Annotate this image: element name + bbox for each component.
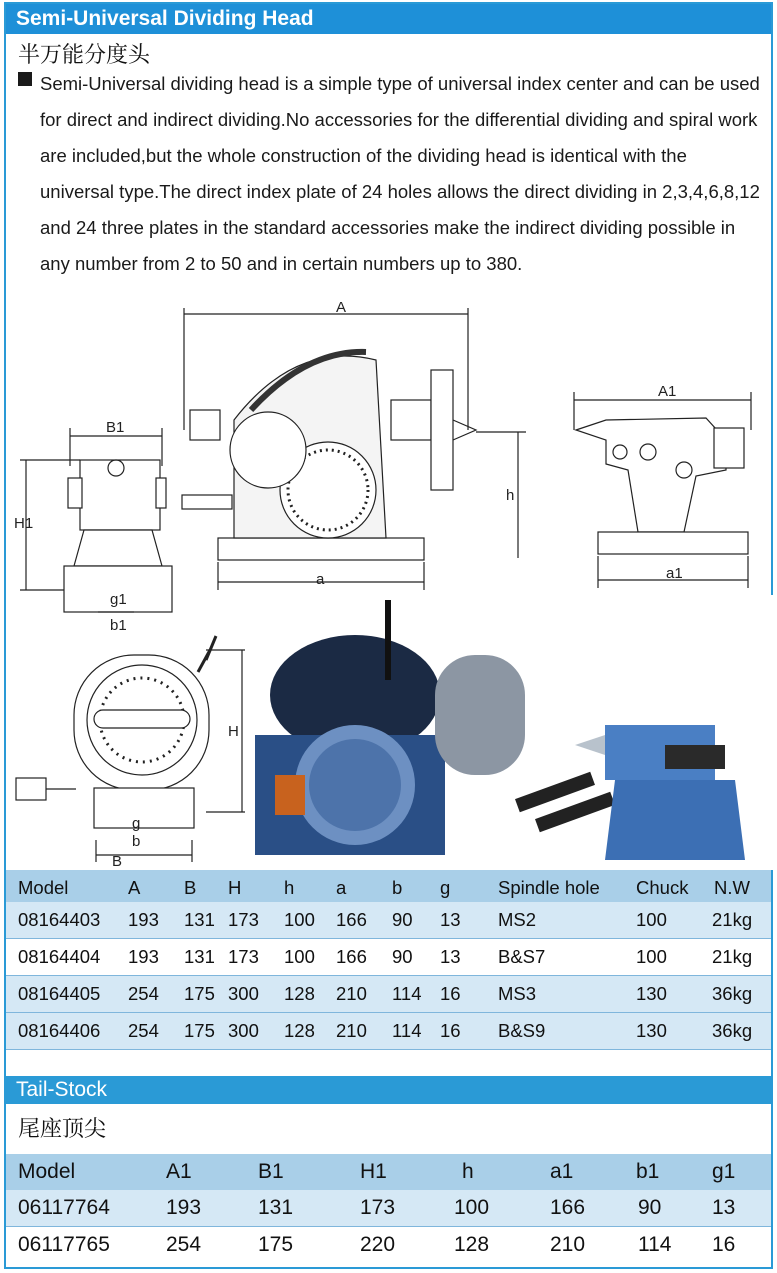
table-cell: 193 [166, 1196, 202, 1219]
col-header: H [228, 877, 242, 898]
table-cell: 254 [166, 1233, 202, 1256]
col-header: h [462, 1160, 474, 1183]
table-cell: 175 [184, 983, 215, 1004]
table-cell: 08164404 [18, 946, 101, 967]
table-cell: 100 [636, 946, 667, 967]
table-cell: 128 [284, 983, 315, 1004]
table-cell: 210 [550, 1233, 586, 1256]
table-row [6, 902, 771, 938]
dim-label-g1: g1 [110, 591, 127, 608]
table-cell: 173 [360, 1196, 396, 1219]
table-cell: 210 [336, 983, 367, 1004]
dim-label-b1: b1 [110, 617, 127, 634]
subtitle-chinese: 半万能分度头 [18, 43, 151, 68]
table-cell: 173 [228, 946, 259, 967]
table-header-row [6, 1154, 771, 1190]
table-cell: 36kg [712, 1020, 753, 1041]
table-row [6, 939, 771, 975]
col-header: H1 [360, 1160, 387, 1183]
dim-label-H1: H1 [14, 515, 34, 532]
dim-label-A: A [336, 300, 347, 316]
table-row [6, 1013, 771, 1049]
table-cell: 193 [128, 946, 159, 967]
table-cell: 193 [128, 909, 159, 930]
col-header: Model [18, 877, 69, 898]
table-cell: 13 [712, 1196, 736, 1219]
table-cell: B&S7 [498, 946, 546, 967]
table-cell: 16 [440, 1020, 461, 1041]
table-cell: 100 [454, 1196, 490, 1219]
tailstock-subtitle-chinese: 尾座顶尖 [18, 1117, 107, 1142]
table-cell: 08164403 [18, 909, 101, 930]
col-header: g [440, 877, 451, 898]
col-header: b1 [636, 1160, 660, 1183]
table-cell: 175 [184, 1020, 215, 1041]
col-header: B [184, 877, 197, 898]
col-header: a [336, 877, 347, 898]
table-cell: 16 [712, 1233, 736, 1256]
product-photo [245, 595, 773, 870]
table-cell: 06117764 [18, 1196, 110, 1219]
table-cell: 300 [228, 983, 259, 1004]
table-cell: 36kg [712, 983, 753, 1004]
table-cell: 128 [284, 1020, 315, 1041]
table-cell: 21kg [712, 946, 753, 967]
dim-label-a: a [316, 571, 325, 588]
dim-label-g: g [132, 815, 141, 832]
table-cell: 08164406 [18, 1020, 101, 1041]
table-cell: 130 [636, 983, 667, 1004]
table-cell: 130 [636, 1020, 667, 1041]
dim-label-B: B [112, 853, 123, 870]
table-cell: 100 [636, 909, 667, 930]
dim-label-b: b [132, 833, 141, 850]
dim-label-h: h [506, 487, 515, 504]
table-cell: 21kg [712, 909, 753, 930]
bullet-square-icon [18, 72, 32, 86]
table-cell: 06117765 [18, 1233, 110, 1256]
table-cell: 254 [128, 1020, 159, 1041]
col-header: Spindle hole [498, 877, 600, 898]
table-row [6, 1190, 771, 1226]
col-header: g1 [712, 1160, 736, 1183]
table-cell: 166 [336, 946, 367, 967]
table-cell: 114 [392, 1020, 422, 1041]
col-header: b [392, 877, 403, 898]
table-row [6, 976, 771, 1012]
dim-label-B1: B1 [106, 419, 125, 436]
table-header-row [6, 870, 771, 906]
description-text: Semi-Universal dividing head is a simple type of universal index center and can be used for direct and indirect dividing.No accessories for the differential dividing and spiral work are included,but the whole construction of the dividing head is identical with the universal type.The direct index plate of 24 holes allows the direct dividing in 2,3,4,6,8,12 and 24 three plates in the standard accessories make the indirect dividing possible in any number from 2 to 50 and in certain numbers up to 380. [40, 73, 760, 274]
table-cell: 128 [454, 1233, 490, 1256]
table-row [6, 1227, 771, 1263]
col-header: N.W [714, 877, 750, 898]
table-cell: 254 [128, 983, 159, 1004]
table-cell: 90 [392, 909, 413, 930]
table-cell: 166 [550, 1196, 586, 1219]
col-header: A [128, 877, 141, 898]
dim-label-H: H [228, 723, 239, 740]
col-header: Model [18, 1160, 76, 1183]
table-cell: 90 [392, 946, 413, 967]
tailstock-title: Tail-Stock [6, 1076, 771, 1104]
table-cell: 13 [440, 946, 461, 967]
table-cell: 166 [336, 909, 367, 930]
table-cell: 13 [440, 909, 461, 930]
table-cell: 131 [258, 1196, 294, 1219]
table-cell: 100 [284, 946, 315, 967]
table-cell: 90 [638, 1196, 662, 1219]
table-cell: B&S9 [498, 1020, 546, 1041]
table-cell: 114 [638, 1233, 672, 1256]
table-cell: 08164405 [18, 983, 101, 1004]
table-cell: 300 [228, 1020, 259, 1041]
table-cell: 175 [258, 1233, 294, 1256]
table-cell: 131 [184, 946, 215, 967]
dim-label-a1: a1 [666, 565, 683, 582]
table-cell: 210 [336, 1020, 367, 1041]
table-cell: 131 [184, 909, 215, 930]
page-title: Semi-Universal Dividing Head [6, 4, 771, 34]
col-header: Chuck [636, 877, 689, 898]
col-header: A1 [166, 1160, 192, 1183]
row-divider [6, 1049, 771, 1050]
dim-label-A1: A1 [658, 383, 677, 400]
table-cell: 220 [360, 1233, 396, 1256]
col-header: h [284, 877, 295, 898]
table-cell: 16 [440, 983, 461, 1004]
col-header: B1 [258, 1160, 284, 1183]
table-cell: 114 [392, 983, 422, 1004]
col-header: a1 [550, 1160, 574, 1183]
table-cell: MS3 [498, 983, 537, 1004]
table-cell: 100 [284, 909, 315, 930]
table-cell: 173 [228, 909, 259, 930]
table-cell: MS2 [498, 909, 537, 930]
